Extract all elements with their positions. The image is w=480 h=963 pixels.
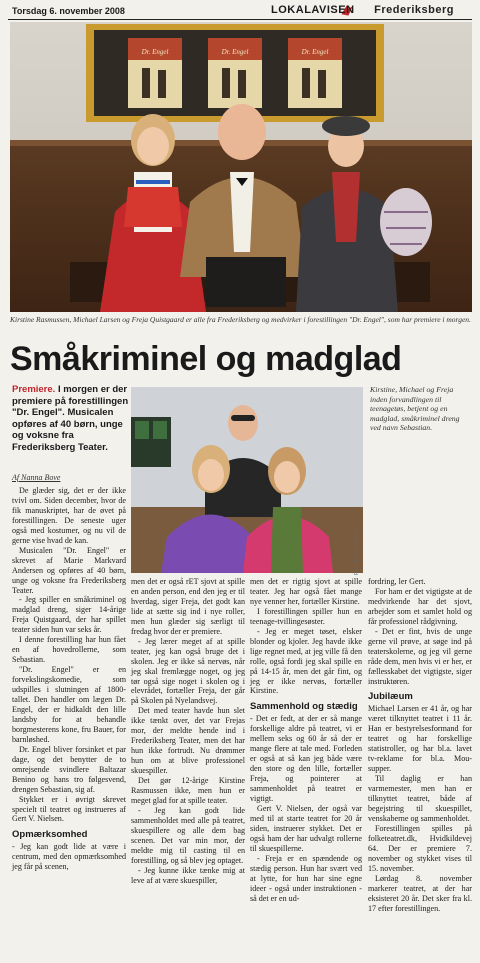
poster-title: Dr. Engel: [221, 48, 249, 56]
paper-city: Frederiksberg: [374, 4, 454, 16]
article-column-4: fordring, ler Gert. For ham er det vigtigste at de medvirkende har det sjovt, arbejder som et samlet hold og får professionel rådgivning. - Det er fint, hvis de unge gerne vil prøve, at søge ind på teaterskolerne, og jeg vil gerne råde dem, men hvis vi er her, er fællesskabet det vigtigste, siger instruktøren. Jubilæum Michael Larsen er 41 år, og har været tilknyttet teatret i 11 år. Han er bestyrelsesformand for teatret og har forskellige statistroller, og har bl.a. lavet tv-reklame for bl.a. Mou-supper. Til daglig er han varmemester, men han er tilknyttet teatret, både af begejstring til skuespillet, venskaberne og sammenholdet. Forestillingen spilles på folketeatret.dk, Hvidkildevej 64. Der er premiere 7. november og stykket vises til 15. november. Lørdag 8. november markerer teatret, at der har eksisteret 20 år. Det sker fra kl. 17 efter forestillingen.: [368, 577, 472, 913]
lead-text: I morgen er der premiere på forestillingen "Dr. Engel". Musicalen opføres af 40 børn, unge og voksne fra Frederiksberg Teater.: [12, 384, 129, 453]
subheading-sammenhold: Sammenhold og stædig: [250, 701, 358, 713]
subheading-jubilaeum: Jubilæum: [368, 691, 413, 703]
byline: Af Nanna Bove: [12, 473, 61, 482]
paper-name: LOKALAVISEN: [271, 4, 355, 16]
article-column-1: De glæder sig, det er der ikke tvivl om. Siden december, hvor de fik manuskriptet, har de øvet på forestillingen. De seneste uger også med kostumer, og nu vil de gerne vise hvad de kan. Musicalen "Dr. Engel" er skrevet af Marie Markvard Andersen og opføres af 40 børn, unge og voksne fra Frederiksberg Teater. - Jeg spiller en småkriminel og madglad dreng, siger 14-årige Freja Quistgaard, der har spillet teater siden hun var seks år. I denne forestilling har hun fået en af hovedrollerne, som Sebastian. "Dr. Engel" er en forvekslingskomedie, som udspilles i slutningen af 1800-tallet. Den handler om lægen Dr. Engel, der er hidkaldt den lille landsby for at behandle borgmesterens kone, fru Bauer, for barnløshed. Dr. Engel bliver forsinket et par dage, og det benytter de to omrejsende svindlere Baltazar Benino og hans tro følgesvend, drengen Sebastian, sig af. Stykket er i øvrigt skrevet specielt til teatret og instrueres af Gert V. Nielsen. Opmærksomhed - Jeg kan godt lide at være i centrum, med den opmærksomhed jeg får på scenen,: [12, 486, 126, 872]
poster-title: Dr. Engel: [301, 48, 329, 56]
article-column-3: men det er rigtig sjovt at spille teater. Jeg har også fået mange nye venner her, fortæller Kirstine. I forestillingen spiller hun en teenage-tvillingesøster. - Jeg er meget tøset, elsker blonder og kjoler. Jeg havde ikke lige regnet med, at jeg ville få den rolle, også fordi jeg skal spille en på 14-15 år, men det går fint, og jeg er ikke nervøs, fortæller Kirstine. Sammenhold og stædig - Det er fedt, at der er så mange forskellige aldre på teatret, vi er mellem seks og 60 år så der er mange flere at tale med. Forleden er også at så kan jeg både være den store og den lille, fortæller Freja, og pointerer at sammenholdet på teatret er vigtigt. Gert V. Nielsen, der også var med til at starte teatret for 20 år siden, instruerer stykket. Det er også ham der har udvalgt rollerne til skuespillerne. - Freja er en spændende og stædig person. Hun har svært ved at lytte, for hun har sine egne ideer - også under instruktionen - så det er en ud-: [250, 577, 362, 903]
article-column-2: men det er også rET sjovt at spille en anden person, end den jeg er til hverdag, siger Freja, det godt kan lide at sætte sig ind i nye roller, men hun glæder sig særligt til fredag hvor der er premiere. - Jeg lærer meget af at spille teater, jeg kan også bruge det i skolen. Jeg er ikke så nervøs, når jeg skal fremlægge noget, og jeg tør også sige noget i skolen og i elevrådet, fortæller Freja, der går på Skolen på Nyelandsvej. Det med teater havde hun slet ikke tænkt over, det var Frejas mor, der meldte hende ind i Frederiksberg Teater, men det har hun ikke fortrudt. Nu drømmer hun om at blive professionel skuespiller. Det gør 12-årige Kirstine Rasmussen ikke, men hun er meget glad for at spille teater. - Jeg kan godt lide sammenholdet med alle på teatret, skuespillere og alle dem bag scenen. Det var min mor, der meldte mig til casting til en forestilling, og så blev jeg optaget. - Jeg kunne ikke tænke mig at leve af at være skuespiller,: [131, 577, 245, 885]
lead-paragraph: [12, 384, 130, 453]
photo-credit: Foto: Rose J. Jakob: [354, 530, 360, 575]
second-photo-caption: Kirstine, Michael og Freja inden forvandlingen til teenagetøs, betjent og en madglad, småkriminel dreng ved navn Sebastian.: [370, 385, 460, 432]
subheading-opmaerksomhed: Opmærksomhed: [12, 829, 88, 841]
page-header: [8, 3, 472, 20]
poster-title: Dr. Engel: [141, 48, 169, 56]
lead-kicker: Premiere.: [12, 384, 56, 395]
headline: Småkriminel og madglad: [10, 340, 402, 378]
main-photo-caption: Kirstine Rasmussen, Michael Larsen og Freja Quistgaard er alle fra Frederiksberg og medvirker i forestillingen "Dr. Engel", som har premiere i morgen.: [10, 315, 471, 324]
second-photo: [131, 387, 363, 573]
main-photo: [10, 22, 472, 312]
issue-date: Torsdag 6. november 2008: [12, 6, 125, 16]
